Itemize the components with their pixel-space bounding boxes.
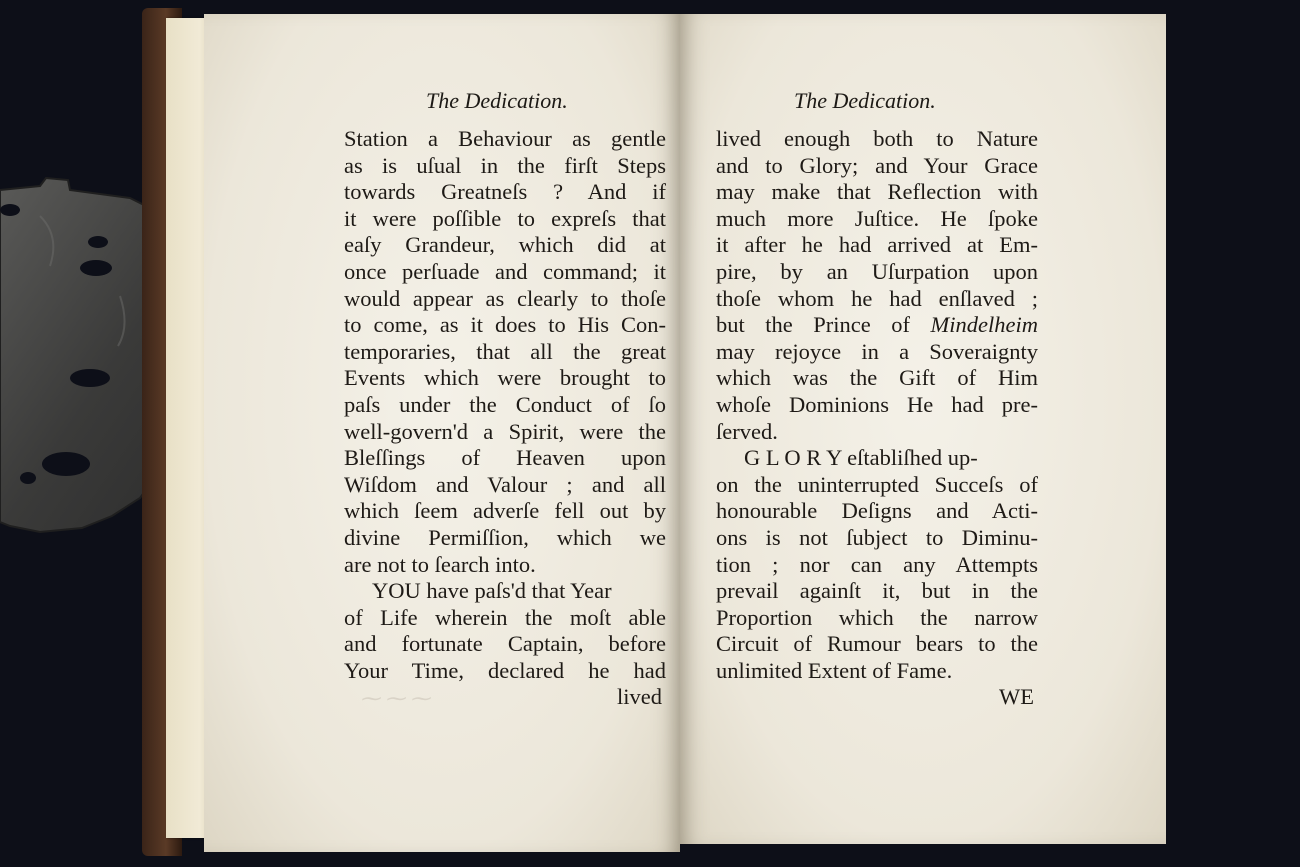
left-page-line: temporaries, that all the great (344, 338, 666, 364)
right-page-line: WE (999, 684, 1034, 710)
left-page-line: Bleſſings of Heaven upon (344, 445, 666, 471)
left-page (204, 14, 680, 852)
left-page-line: once perſuade and command; it (344, 258, 666, 284)
right-page-line: it after he had arrived at Em- (716, 232, 1038, 258)
left-page-line: Wiſdom and Valour ; and all (344, 471, 666, 497)
left-page-line: as is uſual in the firſt Steps (344, 152, 666, 178)
left-page-line: well-govern'd a Spirit, were the (344, 418, 666, 444)
left-page-line: towards Greatneſs ? And if (344, 179, 666, 205)
left-page-line: Events which were brought to (344, 365, 666, 391)
right-page-line: much more Juſtice. He ſpoke (716, 205, 1038, 231)
right-page-line: Proportion which the narrow (716, 604, 1038, 630)
right-page-line: lived enough both to Nature (716, 126, 1038, 151)
right-page-line: prevail againſt it, but in the (716, 578, 1038, 604)
right-page-line: honourable Deſigns and Acti- (716, 498, 1038, 524)
right-running-head: The Dedication. (794, 88, 936, 113)
left-page-line: to come, as it does to His Con- (344, 312, 666, 338)
right-page-line: but the Prince of Mindelheim (716, 312, 1038, 338)
right-page-line: pire, by an Uſurpation upon (716, 258, 1038, 284)
right-page-line: may make that Reflection with (716, 179, 1038, 205)
left-page-text (344, 126, 666, 711)
left-page-line: it were poſſible to expreſs that (344, 205, 666, 231)
left-page-line: lived (617, 684, 662, 710)
right-page-line: which was the Gift of Him (716, 365, 1038, 391)
right-page-line: Circuit of Rumour bears to the (716, 631, 1038, 657)
left-page-line: eaſy Grandeur, which did at (344, 232, 666, 258)
right-page-line: may rejoyce in a Soveraignty (716, 338, 1038, 364)
right-page-line: ſerved. (716, 418, 778, 444)
left-page-line: Your Time, declared he had (344, 657, 666, 683)
right-page (680, 14, 1166, 844)
right-page-line: G L O R Y eſtabliſhed up- (744, 445, 978, 471)
left-page-line: Station a Behaviour as gentle (344, 126, 666, 151)
right-page-line: ons is not ſubject to Diminu- (716, 524, 1038, 550)
right-page-line: on the uninterrupted Succeſs of (716, 471, 1038, 497)
right-page-line: tion ; nor can any Attempts (716, 551, 1038, 577)
left-page-line: are not to ſearch into. (344, 551, 536, 577)
left-page-line: which ſeem adverſe fell out by (344, 498, 666, 524)
show-through-bleed: ⁓ ⁓ ⁓ (360, 688, 430, 710)
right-page-text (716, 126, 1038, 711)
left-page-line: divine Permiſſion, which we (344, 524, 666, 550)
right-page-line: and to Glory; and Your Grace (716, 152, 1038, 178)
left-page-line: of Life wherein the moſt able (344, 604, 666, 630)
left-page-line: YOU have paſs'd that Year (372, 578, 612, 604)
left-page-line: paſs under the Conduct of ſo (344, 391, 666, 417)
left-page-line: and fortunate Captain, before (344, 631, 666, 657)
right-page-line: unlimited Extent of Fame. (716, 657, 953, 683)
right-page-line: thoſe whom he had enſlaved ; (716, 285, 1038, 311)
left-page-line: would appear as clearly to thoſe (344, 285, 666, 311)
left-running-head: The Dedication. (426, 88, 568, 113)
right-page-line: whoſe Dominions He had pre- (716, 391, 1038, 417)
